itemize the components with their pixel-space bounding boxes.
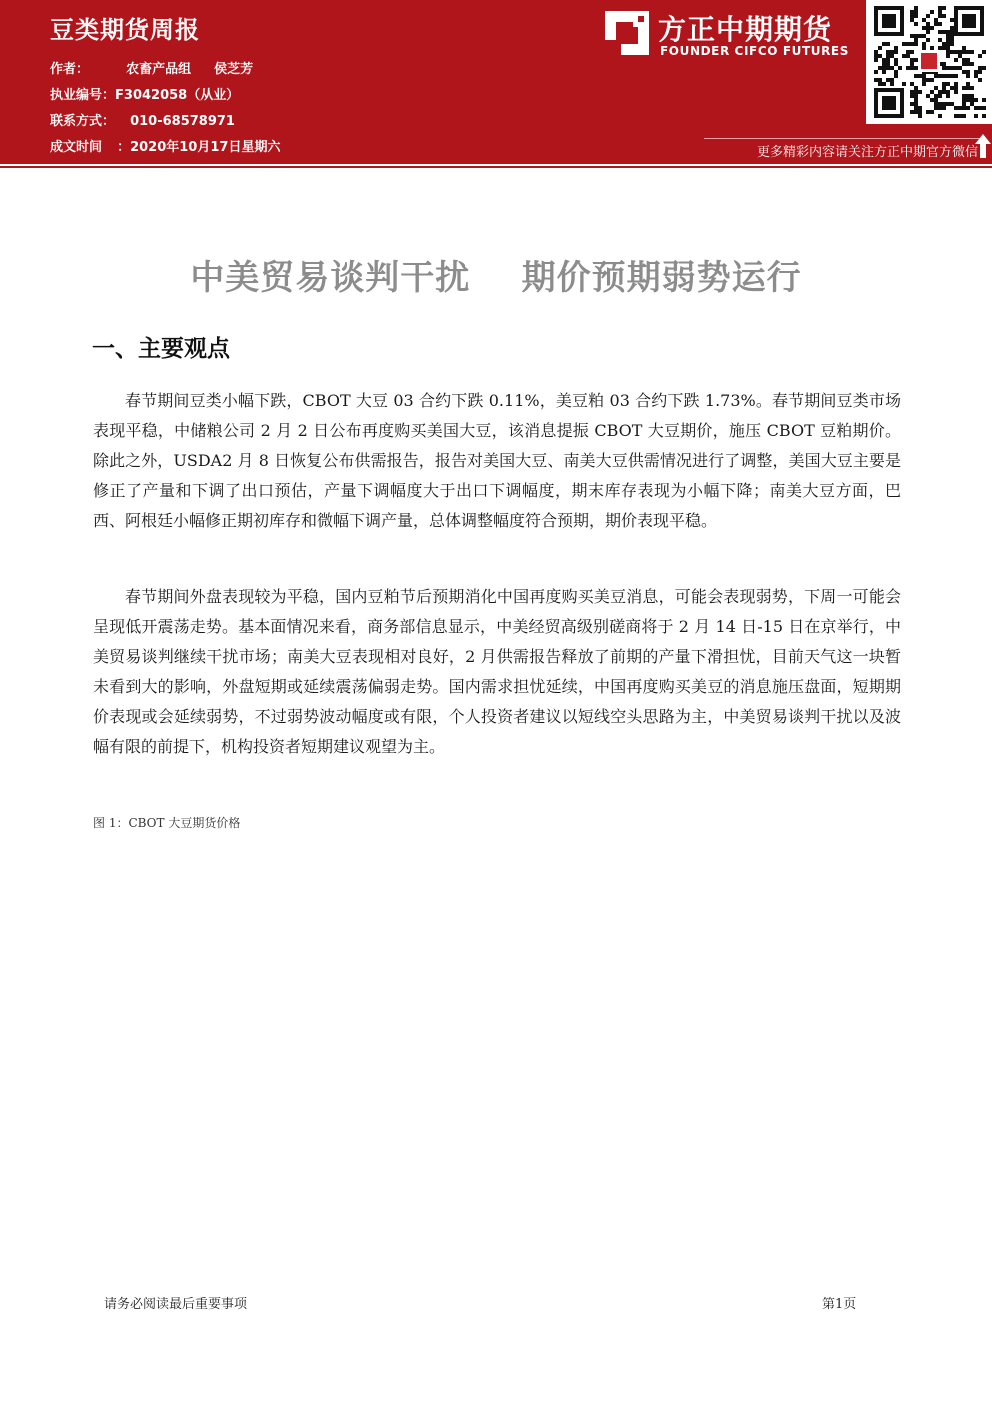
header-rule-thin — [0, 166, 992, 168]
footer-notice: 请务必阅读最后重要事项 — [104, 1297, 248, 1312]
author-group: 农畜产品组 — [126, 62, 192, 77]
paragraph-2: 春节期间外盘表现较为平稳，国内豆粕节后预期消化中国再度购买美豆消息，可能会表现弱势，下周一可能会呈现低开震荡走势。基本面情况来看，商务部信息显示，中美经贸高级别磋商将于 2 月 14 日-15 日在京举行，中美贸易谈判继续干扰市场；南美大豆表现相对良好，2 月供需报告释放了前期的产量下滑担忧，目前天气这一块暂未看到大的影响，外盘短期或延续震荡偏弱走势。国内需求担忧延续，中国再度购买美豆的消息施压盘面，短期期价表现或会延续弱势，不过弱势波动幅度或有限，个人投资者建议以短线空头思路为主，中美贸易谈判干扰以及波幅有限的前提下，机构投资者短期建议观望为主。 — [93, 587, 901, 756]
date-line — [50, 136, 280, 155]
logo-name-cn: 方正中期期货 — [658, 13, 833, 46]
document-title: 中美贸易谈判干扰 期价预期弱势运行 — [190, 258, 802, 298]
up-arrow-icon — [975, 134, 991, 158]
follow-divider — [704, 138, 984, 139]
author-name: 侯芝芳 — [214, 62, 254, 77]
section-heading: 一、主要观点 — [92, 336, 230, 362]
header-rule — [0, 160, 992, 164]
author-line — [50, 58, 253, 77]
author-label: 作者： — [50, 62, 90, 77]
report-header — [0, 0, 992, 160]
date-label: 成文时间 — [50, 140, 103, 155]
paragraph-1: 春节期间豆类小幅下跌，CBOT 大豆 03 合约下跌 0.11%，美豆粕 03 合约下跌 1.73%。春节期间豆类市场表现平稳，中储粮公司 2 月 2 日公布再度购买美国大豆，该消息提振 CBOT 大豆期价，施压 CBOT 豆粕期价。除此之外，USDA2 月 8 日恢复公布供需报告，报告对美国大豆、南美大豆供需情况进行了调整，美国大豆主要是修正了产量和下调了出口预估，产量下调幅度大于出口下调幅度，期末库存表现为小幅下降；南美大豆方面，巴西、阿根廷小幅修正期初库存和微幅下调产量，总体调整幅度符合预期，期价表现平稳。 — [93, 391, 901, 530]
report-type-title: 豆类期货周报 — [50, 16, 200, 44]
license-label: 执业编号： — [50, 88, 116, 103]
qr-code-icon — [866, 0, 992, 124]
follow-wechat-text: 更多精彩内容请关注方正中期官方微信 — [756, 145, 978, 160]
page-number: 第1页 — [822, 1297, 857, 1312]
license-value: F3042058（从业） — [115, 88, 240, 103]
founder-logo-icon — [604, 10, 650, 56]
date-value: ：2020年10月17日星期六 — [117, 140, 281, 155]
wechat-qr-code[interactable] — [866, 0, 992, 124]
license-line — [50, 84, 239, 103]
figure-caption: 图 1：CBOT 大豆期货价格 — [93, 816, 241, 830]
contact-value: 010-68578971 — [130, 114, 235, 129]
company-logo — [600, 6, 860, 62]
contact-line — [50, 110, 235, 129]
logo-name-en: FOUNDER CIFCO FUTURES — [660, 44, 849, 58]
contact-label: 联系方式： — [50, 114, 116, 129]
